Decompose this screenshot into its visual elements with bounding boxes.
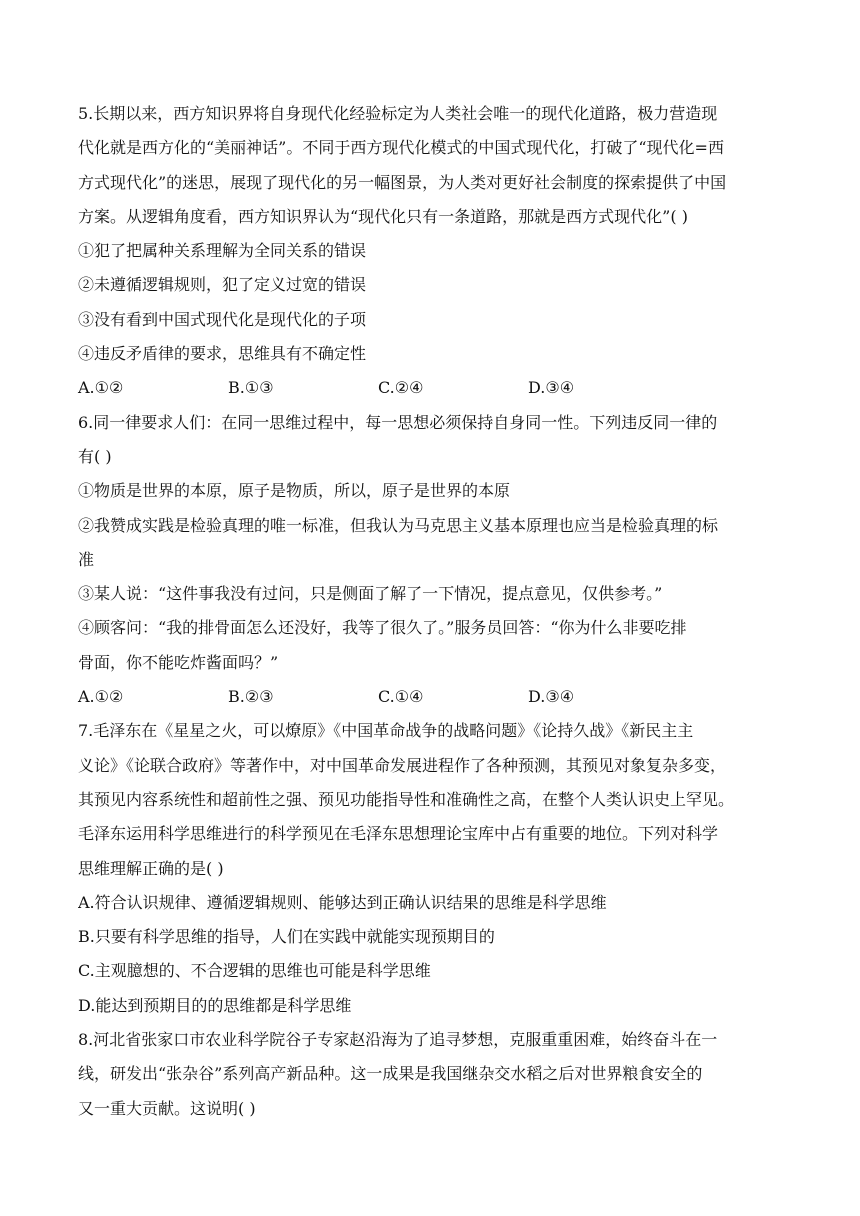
q6-option-d: D.③④ — [528, 687, 575, 707]
q6-statement-4-cont: 骨面，你不能吃炸酱面吗？” — [78, 652, 279, 672]
q6-statement-3: ③某人说：“这件事我没有过问，只是侧面了解了一下情况，提点意见，仅供参考。” — [78, 584, 663, 604]
q8-stem-line: 线，研发出“张杂谷”系列高产新品种。这一成果是我国继杂交水稻之后对世界粮食安全的 — [78, 1064, 703, 1084]
q6-option-a: A.①② — [78, 687, 124, 707]
q6-options — [78, 680, 784, 714]
q6-statement-1: ①物质是世界的本原，原子是物质，所以，原子是世界的本原 — [78, 481, 511, 501]
q6-stem-line: 6.同一律要求人们：在同一思维过程中，每一思想必须保持自身同一性。下列违反同一律的 — [78, 412, 718, 432]
q7-stem-line: 7.毛泽东在《星星之火，可以燎原》《中国革命战争的战略问题》《论持久战》《新民主主 — [78, 721, 694, 741]
q5-stem-line: 方式现代化”的迷思，展现了现代化的另一幅图景，为人类对更好社会制度的探索提供了中国 — [78, 172, 727, 192]
q7-choice-a: A.符合认识规律、遵循逻辑规则、能够达到正确认识结果的思维是科学思维 — [78, 892, 607, 912]
q5-option-a: A.①② — [78, 378, 124, 398]
q6-option-c: C.①④ — [378, 687, 424, 707]
q5-stem-line: 方案。从逻辑角度看，西方知识界认为“现代化只有一条道路，那就是西方式现代化”( ) — [78, 206, 688, 226]
q7-stem-line: 思维理解正确的是( ) — [78, 858, 224, 878]
q5-statement-2: ②未遵循逻辑规则，犯了定义过宽的错误 — [78, 275, 367, 295]
q7-choice-c: C.主观臆想的、不合逻辑的思维也可能是科学思维 — [78, 961, 431, 981]
q6-option-b: B.②③ — [228, 687, 274, 707]
q6-statement-4: ④顾客问：“我的排骨面怎么还没好，我等了很久了。”服务员回答：“你为什么非要吃排 — [78, 618, 687, 638]
q5-statement-3: ③没有看到中国式现代化是现代化的子项 — [78, 309, 367, 329]
q5-option-c: C.②④ — [378, 378, 424, 398]
q5-stem-line: 代化就是西方化的“美丽神话”。不同于西方现代化模式的中国式现代化，打破了“现代化=西 — [78, 138, 724, 158]
question-5 — [78, 97, 784, 406]
q7-stem-line: 毛泽东运用科学思维进行的科学预见在毛泽东思想理论宝库中占有重要的地位。下列对科学 — [78, 824, 719, 844]
question-8 — [78, 1023, 784, 1126]
q8-stem-line: 8.河北省张家口市农业科学院谷子专家赵沿海为了追寻梦想，克服重重困难，始终奋斗在一 — [78, 1030, 718, 1050]
q8-stem-line: 又一重大贡献。这说明( ) — [78, 1098, 256, 1118]
q5-statement-1: ①犯了把属种关系理解为全同关系的错误 — [78, 241, 367, 261]
q5-statement-4: ④违反矛盾律的要求，思维具有不确定性 — [78, 344, 367, 364]
q5-option-b: B.①③ — [228, 378, 274, 398]
q6-statement-2-cont: 准 — [78, 549, 95, 569]
q5-options — [78, 371, 784, 405]
question-list — [78, 97, 784, 1126]
question-6 — [78, 406, 784, 715]
q5-stem-line: 5.长期以来，西方知识界将自身现代化经验标定为人类社会唯一的现代化道路，极力营造现 — [78, 104, 718, 123]
q7-choice-b: B.只要有科学思维的指导，人们在实践中就能实现预期目的 — [78, 927, 495, 947]
q6-statement-2: ②我赞成实践是检验真理的唯一标准，但我认为马克思主义基本原理也应当是检验真理的标 — [78, 515, 719, 535]
question-7 — [78, 714, 784, 1023]
q7-stem-line: 义论》《论联合政府》等著作中，对中国革命发展进程作了各种预测，其预见对象复杂多变， — [78, 755, 727, 775]
q5-option-d: D.③④ — [528, 378, 575, 398]
q7-choice-d: D.能达到预期目的的思维都是科学思维 — [78, 995, 352, 1015]
q6-stem-line: 有( ) — [78, 446, 112, 466]
q7-stem-line: 其预见内容系统性和超前性之强、预见功能指导性和准确性之高，在整个人类认识史上罕见。 — [78, 789, 735, 809]
